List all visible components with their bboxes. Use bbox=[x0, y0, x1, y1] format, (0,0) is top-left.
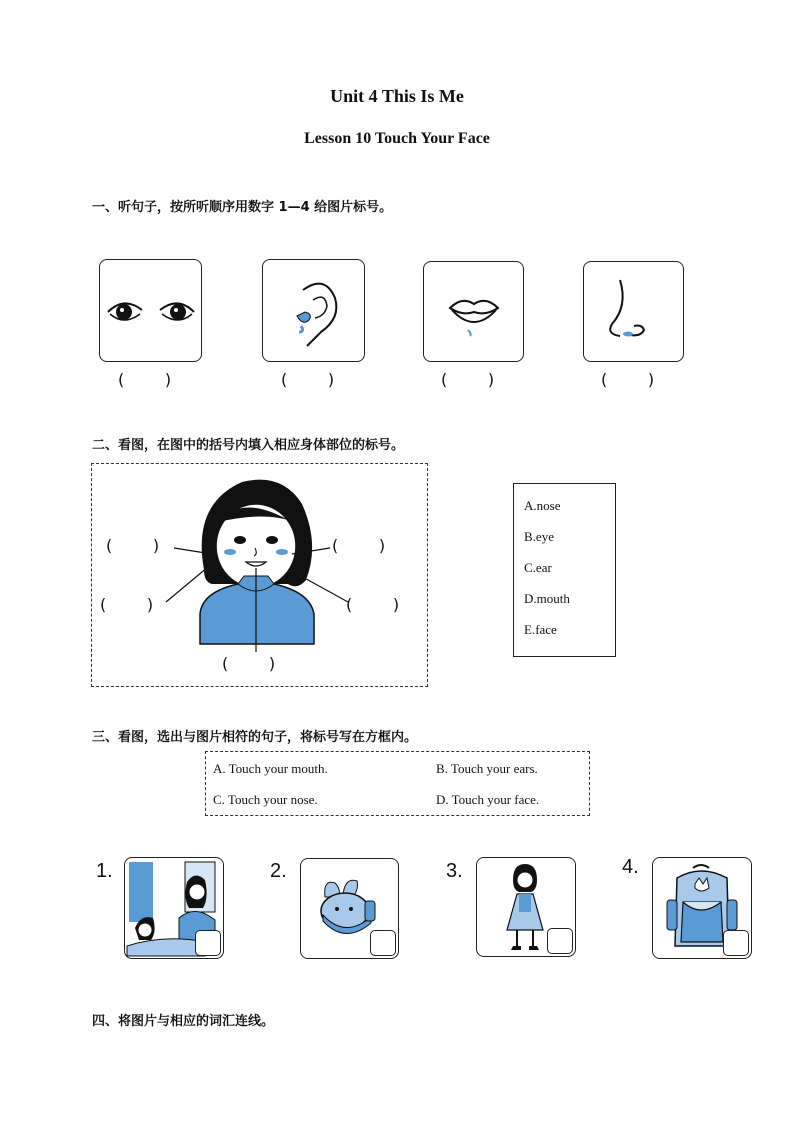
girl-blank-left-upper[interactable]: ( ) bbox=[106, 536, 160, 555]
lesson-subtitle: Lesson 10 Touch Your Face bbox=[304, 130, 490, 147]
picture-box-eyes bbox=[99, 259, 202, 362]
picture-box-nose bbox=[583, 261, 684, 362]
sentence-option-b: B. Touch your ears. bbox=[436, 761, 538, 776]
picture-box-2 bbox=[300, 858, 399, 959]
sentence-option-d: D. Touch your face. bbox=[436, 792, 540, 807]
answer-square-3[interactable] bbox=[547, 928, 573, 954]
girl-portrait-icon bbox=[92, 464, 427, 686]
girl-figure-frame bbox=[91, 463, 428, 687]
section3-instruction: 三、看图，选出与图片相符的句子，将标号写在方框内。 bbox=[92, 730, 418, 745]
body-part-options-box bbox=[513, 483, 616, 657]
option-nose: A.nose bbox=[524, 498, 561, 513]
picture-box-4 bbox=[652, 857, 752, 959]
answer-square-4[interactable] bbox=[723, 930, 749, 956]
sentence-options-box bbox=[205, 751, 590, 816]
option-ear: C.ear bbox=[524, 560, 552, 575]
sentence-option-a: A. Touch your mouth. bbox=[213, 761, 328, 776]
answer-paren-mouth[interactable]: ( ) bbox=[441, 370, 495, 389]
girl-blank-right-upper[interactable]: ( ) bbox=[332, 536, 386, 555]
mouth-icon bbox=[424, 262, 523, 361]
picture-box-ear bbox=[262, 259, 365, 362]
option-face: E.face bbox=[524, 622, 557, 637]
sentence-option-c: C. Touch your nose. bbox=[213, 792, 318, 807]
section2-instruction: 二、看图，在图中的括号内填入相应身体部位的标号。 bbox=[92, 438, 405, 453]
picture-box-3 bbox=[476, 857, 576, 957]
girl-blank-bottom[interactable]: ( ) bbox=[222, 654, 276, 673]
option-eye: B.eye bbox=[524, 529, 554, 544]
picture-box-1 bbox=[124, 857, 224, 959]
nose-icon bbox=[584, 262, 683, 361]
picture-number-4: 4. bbox=[622, 856, 639, 878]
girl-blank-left-lower[interactable]: ( ) bbox=[100, 595, 154, 614]
eyes-icon bbox=[100, 260, 201, 361]
ear-icon bbox=[263, 260, 364, 361]
answer-square-2[interactable] bbox=[370, 930, 396, 956]
answer-square-1[interactable] bbox=[195, 930, 221, 956]
picture-number-1: 1. bbox=[96, 860, 113, 882]
answer-paren-nose[interactable]: ( ) bbox=[601, 370, 655, 389]
option-mouth: D.mouth bbox=[524, 591, 570, 606]
section1-instruction: 一、听句子，按所听顺序用数字 1—4 给图片标号。 bbox=[92, 200, 393, 215]
girl-blank-right-lower[interactable]: ( ) bbox=[346, 595, 400, 614]
section4-instruction: 四、将图片与相应的词汇连线。 bbox=[92, 1014, 275, 1029]
picture-number-2: 2. bbox=[270, 860, 287, 882]
answer-paren-eyes[interactable]: ( ) bbox=[118, 370, 172, 389]
picture-number-3: 3. bbox=[446, 860, 463, 882]
page-title: Unit 4 This Is Me bbox=[330, 86, 464, 106]
answer-paren-ear[interactable]: ( ) bbox=[281, 370, 335, 389]
picture-box-mouth bbox=[423, 261, 524, 362]
